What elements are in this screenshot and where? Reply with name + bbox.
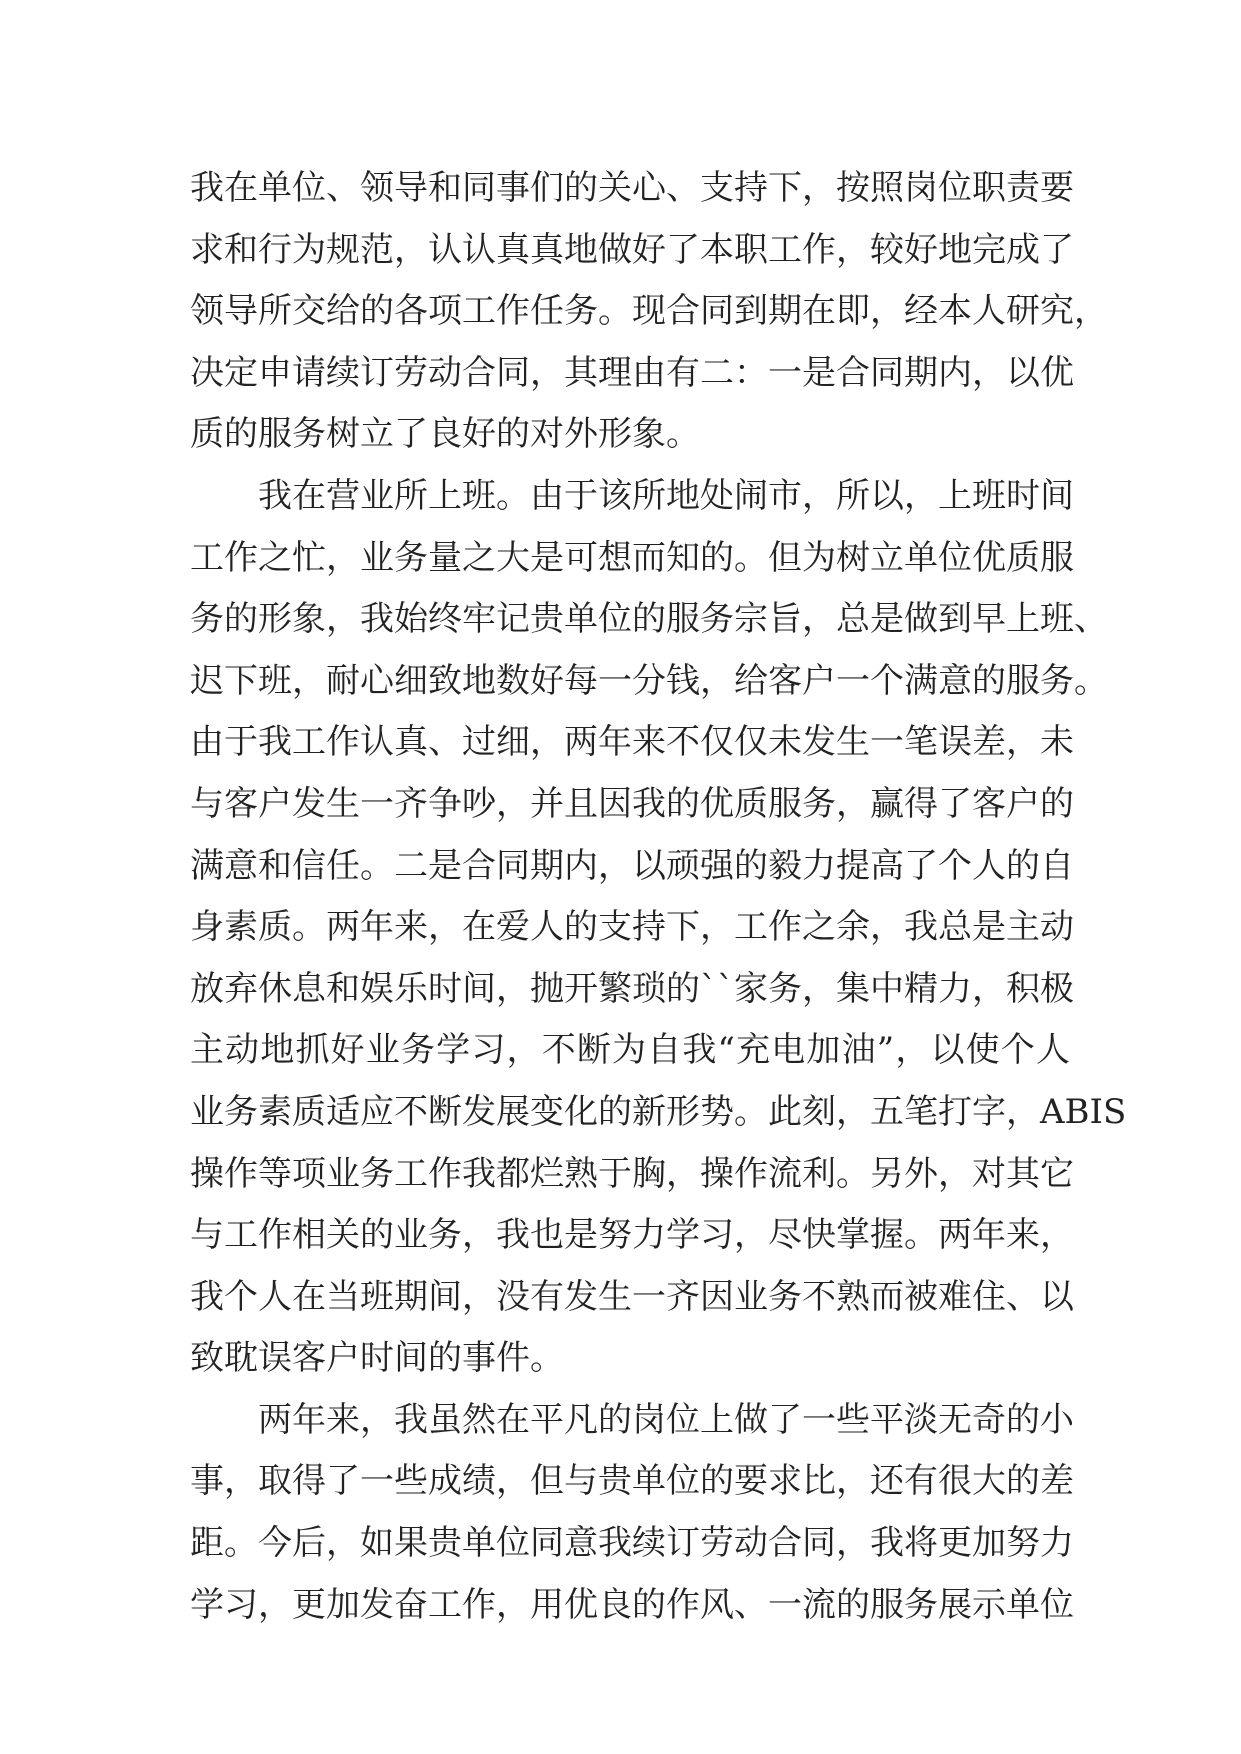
paragraph-line: 满意和信任。二是合同期内，以顽强的毅力提高了个人的自 xyxy=(190,845,1074,886)
paragraph-line: 工作之忙，业务量之大是可想而知的。但为树立单位优质服 xyxy=(190,537,1074,578)
paragraph-line: 业务素质适应不断发展变化的新形势。此刻，五笔打字，ABIS xyxy=(190,1091,1127,1132)
paragraph-line: 迟下班，耐心细致地数好每一分钱，给客户一个满意的服务。 xyxy=(190,660,1108,701)
paragraph-line: 决定申请续订劳动合同，其理由有二：一是合同期内，以优 xyxy=(190,352,1074,393)
paragraph-line: 领导所交给的各项工作任务。现合同到期在即，经本人研究， xyxy=(190,291,1108,332)
paragraph-line: 两年来，我虽然在平凡的岗位上做了一些平淡无奇的小 xyxy=(258,1399,1074,1440)
paragraph-line: 距。今后，如果贵单位同意我续订劳动合同，我将更加努力 xyxy=(190,1523,1074,1564)
paragraph-line: 我在单位、领导和同事们的关心、支持下，按照岗位职责要 xyxy=(190,168,1074,208)
paragraph-line: 我个人在当班期间，没有发生一齐因业务不熟而被难住、以 xyxy=(190,1276,1074,1317)
paragraph-line: 求和行为规范，认认真真地做好了本职工作，较好地完成了 xyxy=(190,229,1074,270)
paragraph-line: 放弃休息和娱乐时间，抛开繁琐的``家务，集中精力，积极 xyxy=(190,968,1074,1009)
paragraph-line: 我在营业所上班。由于该所地处闹市，所以，上班时间 xyxy=(258,475,1074,516)
paragraph-line: 学习，更加发奋工作，用优良的作风、一流的服务展示单位 xyxy=(190,1584,1074,1625)
paragraph-line: 务的形象，我始终牢记贵单位的服务宗旨，总是做到早上班、 xyxy=(190,599,1108,640)
paragraph-line: 身素质。两年来，在爱人的支持下，工作之余，我总是主动 xyxy=(190,907,1074,948)
paragraph-line: 事，取得了一些成绩，但与贵单位的要求比，还有很大的差 xyxy=(190,1461,1074,1502)
paragraph-line: 由于我工作认真、过细，两年来不仅仅未发生一笔误差，未 xyxy=(190,722,1074,763)
paragraph-line: 与工作相关的业务，我也是努力学习，尽快掌握。两年来， xyxy=(190,1215,1074,1256)
paragraph-line: 致耽误客户时间的事件。 xyxy=(190,1338,564,1379)
paragraph-line: 与客户发生一齐争吵，并且因我的优质服务，赢得了客户的 xyxy=(190,783,1074,824)
document-body xyxy=(190,158,1127,1636)
paragraph-line: 主动地抓好业务学习，不断为自我“充电加油”，以使个人 xyxy=(190,1030,1070,1071)
paragraph-line: 操作等项业务工作我都烂熟于胸，操作流利。另外，对其它 xyxy=(190,1153,1074,1194)
paragraph-line: 质的服务树立了良好的对外形象。 xyxy=(190,414,700,455)
